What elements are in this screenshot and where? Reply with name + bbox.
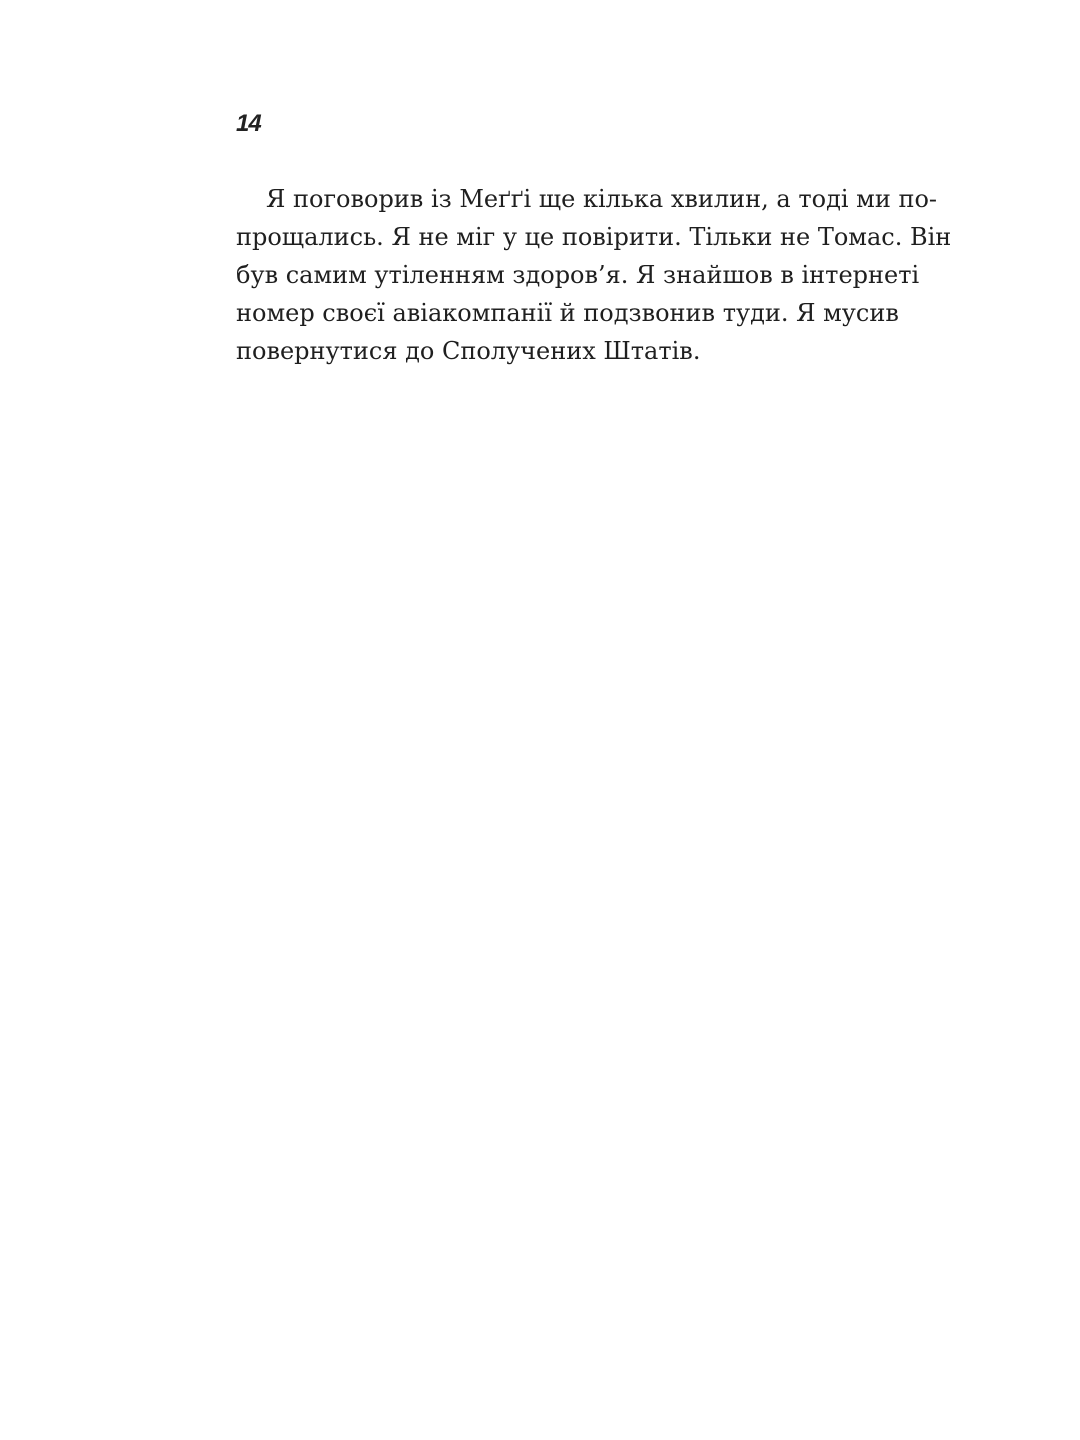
body-paragraph xyxy=(236,180,952,370)
paragraph-line: повернутися до Сполучених Штатів. xyxy=(236,337,701,365)
paragraph-line: номер своєї авіакомпанії й подзвонив туди. Я мусив xyxy=(236,299,899,327)
paragraph-line: прощались. Я не міг у це повірити. Тільки не Томас. Він xyxy=(236,223,952,251)
page-number: 14 xyxy=(236,110,261,137)
paragraph-line: Я поговорив із Меґґі ще кілька хвилин, а тоді ми по- xyxy=(266,185,938,213)
paragraph-line: був самим утіленням здоров’я. Я знайшов в інтернеті xyxy=(236,261,920,289)
